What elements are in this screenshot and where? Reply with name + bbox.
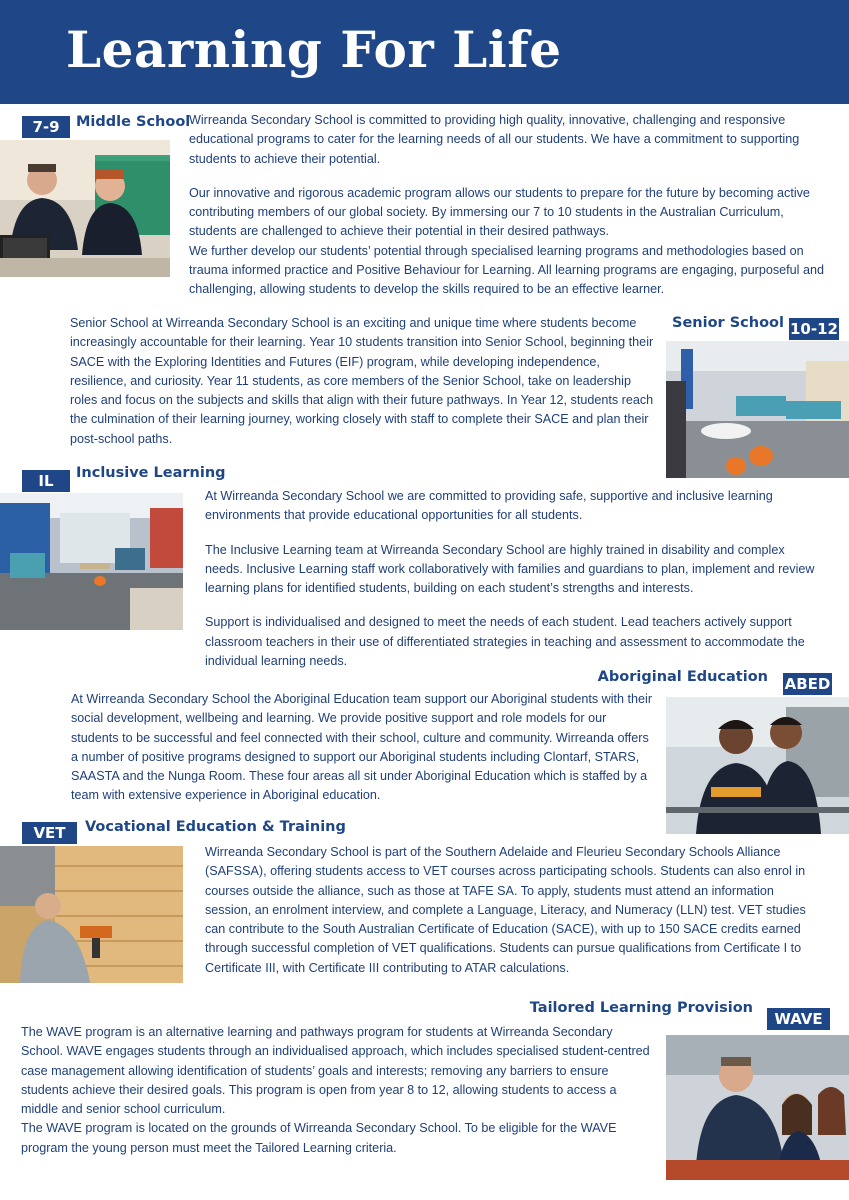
- inclusive-learning-paragraph: At Wirreanda Secondary School we are committed to providing safe, supportive and inclusive learning environments that provide educational opportunities for all students.: [205, 489, 773, 523]
- inclusive-learning-paragraph: The Inclusive Learning team at Wirreanda Secondary School are highly trained in disability and complex needs. Inclusive Learning staff work collaboratively with families and guardians to plan, implement and review learning plans for identified students, building on each student’s strengths and interests.: [205, 542, 815, 596]
- title-banner: [0, 0, 849, 104]
- middle-school-paragraph: Our innovative and rigorous academic program allows our students to prepare for the future by becoming active contributing members of our global society. By immersing our 7 to 10 students in the Australian Curriculum, students are challenged to achieve their potential in their desired pathways.: [189, 185, 810, 239]
- vet-text: [205, 843, 817, 978]
- middle-school-heading: Middle School: [76, 114, 191, 130]
- vet-tag: VET: [22, 822, 77, 844]
- senior-school-paragraph: Senior School at Wirreanda Secondary School is an exciting and unique time where students become increasingly accountable for their learning. Year 10 students transition into Senior School, beginning their SACE with the Exploring Identities and Futures (EIF) program, while developing independence, resilience, and curiosity. Year 11 students, as core members of the Senior School, take on leadership roles and focus on the subjects and skills that align with their future pathways. In Year 12, students reach the culmination of their learning journey, working closely with staff to complete their SACE and plan their post-school paths.: [70, 316, 654, 446]
- inclusive-learning-text: [205, 487, 825, 671]
- middle-school-paragraph: We further develop our students’ potential through specialised learning programs and methodologies based on trauma informed practice and Positive Behaviour for Learning. All learning programs are engaging, purposeful and challenging, allowing students to develop the skills required to be an effective learner.: [189, 243, 824, 297]
- wave-photo: [666, 1035, 849, 1180]
- vet-photo: [0, 846, 183, 983]
- inclusive-learning-tag: IL: [22, 470, 70, 492]
- vet-heading: Vocational Education & Training: [85, 819, 346, 835]
- middle-school-tag: 7-9: [22, 116, 70, 138]
- aboriginal-education-tag: ABED: [784, 675, 831, 693]
- wave-text: [21, 1023, 651, 1158]
- middle-school-photo: [0, 140, 170, 277]
- inclusive-learning-heading: Inclusive Learning: [76, 465, 226, 481]
- page-title: Learning For Life: [66, 20, 562, 79]
- wave-paragraph: The WAVE program is located on the grounds of Wirreanda Secondary School. To be eligible for the WAVE program the young person must meet the Tailored Learning criteria.: [21, 1121, 617, 1155]
- middle-school-paragraph: Wirreanda Secondary School is committed to providing high quality, innovative, challenging and responsive educational programs to cater for the learning needs of all our students. We have a commitment to supporting students to achieve their potential.: [189, 113, 800, 166]
- wave-heading: Tailored Learning Provision: [529, 1000, 753, 1016]
- aboriginal-education-heading: Aboriginal Education: [597, 669, 768, 685]
- vet-paragraph: Wirreanda Secondary School is part of the Southern Adelaide and Fleurieu Secondary Schools Alliance (SAFSSA), offering students access to VET courses across participating schools. Students can also enrol in courses outside the alliance, such as those at TAFE SA. To apply, students must attend an information session, an enrolment interview, and complete a Language, Literacy, and Numeracy (LLN) test. VET studies can contribute to the South Australian Certificate of Education (SACE), with up to 150 SACE credits earned through successful completion of VET qualifications. Students can pursue qualifications from Certificate I to Certificate III, with Certificate III contributing to ATAR calculations.: [205, 845, 806, 975]
- senior-school-tag: 10-12: [790, 320, 838, 338]
- aboriginal-education-text: [71, 690, 656, 806]
- senior-school-photo: [666, 341, 849, 478]
- inclusive-learning-paragraph: Support is individualised and designed to meet the needs of each student. Lead teachers actively support classroom teachers in their use of differentiated strategies in teaching and assessment to accommodate the individual learning needs.: [205, 615, 805, 669]
- aboriginal-education-paragraph: At Wirreanda Secondary School the Aboriginal Education team support our Aboriginal students with their social development, wellbeing and learning. We provide positive support and role models for our students to be successful and feel connected with their school, culture and community. Wirreanda offers a number of positive programs designed to support our Aboriginal students including Clontarf, STARS, SAASTA and the Nunga Room. These four areas all sit under Aboriginal Education which is staffed by a team with extensive experience in Aboriginal education.: [71, 692, 653, 803]
- wave-paragraph: The WAVE program is an alternative learning and pathways program for students at Wirreanda Secondary School. WAVE engages students through an individualised approach, which includes specialised student-centred case management allowing identification of students’ goals and interests; removing any barriers to ensure students achieve their desired goals. This program is open from year 8 to 12, allowing students to access a middle and senior school curriculum.: [21, 1025, 650, 1117]
- middle-school-text: [189, 111, 829, 300]
- wave-tag: WAVE: [767, 1008, 830, 1030]
- aboriginal-education-photo: [666, 697, 849, 834]
- inclusive-learning-photo: [0, 493, 183, 630]
- senior-school-text: [70, 314, 660, 449]
- senior-school-heading: Senior School: [672, 315, 784, 331]
